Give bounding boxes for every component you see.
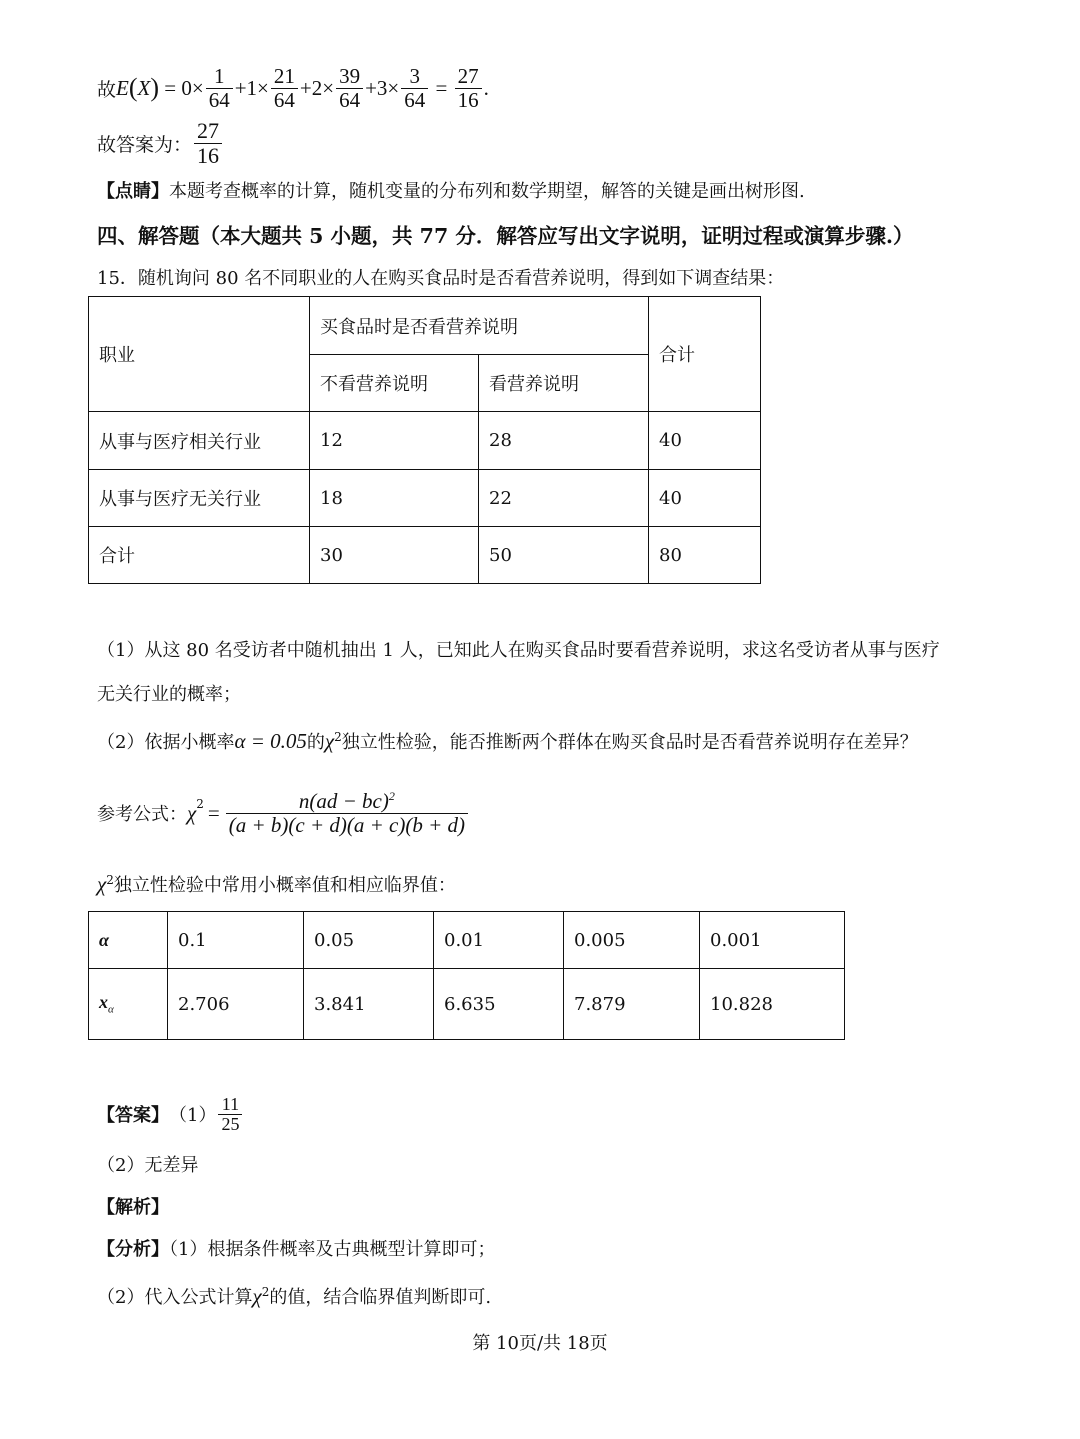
cell: 28	[479, 412, 649, 470]
formula-numerator-sup: 2	[388, 789, 395, 804]
result-num: 27	[457, 64, 479, 89]
comment-tag: 【点睛】	[97, 181, 169, 202]
step-2-line	[97, 1283, 491, 1309]
frac1-den: 64	[271, 88, 298, 111]
answer-line	[97, 115, 224, 171]
cell: 50	[479, 527, 649, 584]
critical-caption	[97, 871, 456, 897]
cell: 80	[649, 527, 761, 584]
x-cell: 10.828	[700, 969, 845, 1040]
header-not-read: 不看营养说明	[310, 355, 479, 412]
answer-num: 11	[221, 1093, 240, 1114]
row-label: 合计	[89, 527, 310, 584]
comment-text: 本题考查概率的计算，随机变量的分布列和数学期望，解答的关键是画出树形图.	[169, 181, 805, 202]
section-heading: 四、解答题（本大题共 5 小题，共 77 分．解答应写出文字说明，证明过程或演算步骤.）	[97, 224, 914, 248]
formula-eq: =	[207, 800, 220, 825]
formula-numerator-text: n(ad − bc)	[298, 789, 389, 814]
caption-text: 独立性检验中常用小概率值和相应临界值：	[113, 875, 456, 896]
header-occupation: 职业	[89, 297, 310, 412]
formula-denominator: (a + b)(c + d)(a + c)(b + d)	[226, 813, 468, 836]
answer-part-1	[97, 1090, 244, 1138]
question-1-line-1: （1）从这 80 名受访者中随机抽出 1 人，已知此人在购买食品时要看营养说明，求这名受访者从事与医疗	[97, 640, 940, 661]
cell: 18	[310, 470, 479, 527]
q2-chi: χ	[324, 729, 335, 753]
x-cell: 7.879	[564, 969, 700, 1040]
x-cell: 2.706	[168, 969, 304, 1040]
cell: 22	[479, 470, 649, 527]
header-group: 买食品时是否看营养说明	[310, 297, 649, 355]
table-row	[89, 412, 761, 470]
row-label: 从事与医疗无关行业	[89, 470, 310, 527]
answer-p1: （1）	[169, 1105, 217, 1126]
x-sub: α	[108, 1003, 114, 1016]
frac3-num: 3	[409, 64, 421, 89]
expectation-formula: 故 E ( X ) = 0 × $\frac{1}{64}$ + 1 × $\frac{21}{64}$ + 2 × $\frac{39}{64}$ + 3 × $\frac{3}{64}$ = $\frac{27}{16}$ .	[97, 64, 489, 112]
expectation-E: E	[116, 75, 129, 100]
formula-numerator	[296, 790, 398, 812]
fenxi-tag: 【分析】	[97, 1239, 169, 1260]
coef-3: 3	[376, 75, 388, 100]
coef-2: 2	[311, 75, 323, 100]
q2-alpha: α = 0.05	[234, 729, 307, 753]
alpha-cell: 0.05	[304, 912, 434, 969]
step2-chi-sup: 2	[261, 1285, 270, 1299]
reference-formula	[97, 783, 470, 843]
table-row	[89, 470, 761, 527]
frac2-num: 39	[339, 64, 361, 89]
x-label: x	[99, 992, 108, 1013]
step2-before: （2）代入公式计算	[97, 1287, 253, 1308]
cell: 40	[649, 412, 761, 470]
survey-table	[88, 296, 761, 584]
answer-tag: 【答案】	[97, 1105, 169, 1126]
answer-line-label: 故答案为：	[97, 133, 193, 156]
question-2	[97, 728, 918, 754]
frac0-den: 64	[206, 88, 233, 111]
cell: 40	[649, 470, 761, 527]
q2-mid: 的	[306, 732, 325, 753]
fenxi-text: （1）根据条件概率及古典概型计算即可；	[169, 1239, 496, 1260]
problem-statement: 15．随机询问 80 名不同职业的人在购买食品时是否看营养说明，得到如下调查结果：	[97, 268, 785, 289]
answer-part-2: （2）无差异	[97, 1155, 199, 1176]
page-footer: 第 10页/共 18页	[472, 1333, 608, 1354]
answer-line-num: 27	[197, 118, 220, 144]
row-label: 从事与医疗相关行业	[89, 412, 310, 470]
x-cell: 6.635	[434, 969, 564, 1040]
frac3-den: 64	[401, 88, 428, 111]
alpha-cell: 0.1	[168, 912, 304, 969]
coef-1: 1	[246, 75, 258, 100]
frac2-den: 64	[336, 88, 363, 111]
question-1-line-2: 无关行业的概率；	[97, 684, 241, 705]
step2-chi: χ	[252, 1284, 262, 1308]
answer-line-den: 16	[194, 143, 222, 167]
frac0-num: 1	[213, 64, 225, 89]
formula-chi: χ	[187, 800, 197, 825]
fenxi-line	[97, 1235, 495, 1261]
header-total: 合计	[649, 297, 761, 412]
alpha-cell: 0.005	[564, 912, 700, 969]
table-row	[89, 527, 761, 584]
answer-den: 25	[218, 1114, 242, 1134]
header-read: 看营养说明	[479, 355, 649, 412]
expectation-prefix: 故	[97, 78, 117, 101]
q2-chi-sup: 2	[334, 730, 342, 744]
comment-line	[97, 177, 805, 203]
caption-chi: χ	[97, 872, 107, 896]
expectation-X: X	[137, 75, 151, 100]
alpha-cell: 0.001	[700, 912, 845, 969]
formula-fraction	[226, 790, 468, 835]
x-cell: 3.841	[304, 969, 434, 1040]
step2-after: 的值，结合临界值判断即可.	[269, 1287, 492, 1308]
alpha-cell: 0.01	[434, 912, 564, 969]
result-den: 16	[455, 88, 482, 111]
cell: 30	[310, 527, 479, 584]
q2-after: 独立性检验，能否推断两个群体在购买食品时是否看营养说明存在差异？	[341, 732, 918, 753]
coef-0: 0	[181, 75, 192, 100]
analysis-tag: 【解析】	[97, 1197, 169, 1218]
alpha-label: α	[89, 912, 168, 969]
caption-chi-sup: 2	[106, 873, 114, 887]
q2-before: （2）依据小概率	[97, 732, 235, 753]
formula-label: 参考公式：	[97, 804, 187, 825]
critical-table	[88, 911, 845, 1040]
cell: 12	[310, 412, 479, 470]
x-alpha-label	[89, 969, 168, 1040]
formula-chi-sup: 2	[196, 797, 204, 811]
frac1-num: 21	[273, 64, 295, 89]
